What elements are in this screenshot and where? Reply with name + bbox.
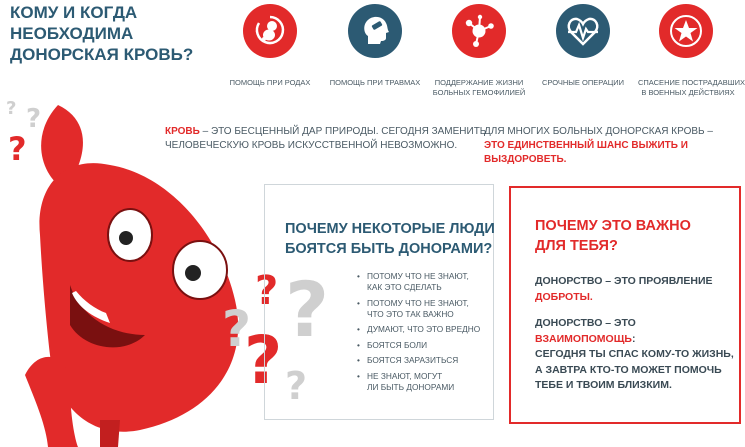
question-mark-icon: ? xyxy=(222,300,252,358)
why-paragraph-1: ДОНОРСТВО – ЭТО ПРОЯВЛЕНИЕ ДОБРОТЫ. xyxy=(535,275,713,303)
intro-left-rest: – ЭТО БЕСЦЕННЫЙ ДАР ПРИРОДЫ. СЕГОДНЯ ЗАМЕНИТЬ xyxy=(199,126,487,137)
operations-circle xyxy=(556,4,610,58)
childbirth-circle xyxy=(243,4,297,58)
icon-caption: СРОЧНЫЕ ОПЕРАЦИИ xyxy=(541,78,625,87)
list-item: • НЕ ЗНАЮТ, МОГУТ ЛИ БЫТЬ ДОНОРАМИ xyxy=(357,371,480,393)
intro-right xyxy=(484,125,745,167)
question-mark-icon: ? xyxy=(6,98,17,119)
list-item: • ПОТОМУ ЧТО НЕ ЗНАЮТ, ЧТО ЭТО ТАК ВАЖНО xyxy=(357,298,480,320)
fear-box xyxy=(264,184,494,420)
question-mark-icon: ? xyxy=(285,265,330,354)
intro-left-red: КРОВЬ xyxy=(165,126,200,137)
why-heading: ПОЧЕМУ ЭТО ВАЖНО ДЛЯ ТЕБЯ? xyxy=(535,218,691,254)
fear-heading: ПОЧЕМУ НЕКОТОРЫЕ ЛЮДИ БОЯТСЯ БЫТЬ ДОНОРАМИ? xyxy=(285,221,495,257)
list-item: • БОЯТСЯ БОЛИ xyxy=(357,340,480,351)
title-line: ДОНОРСКАЯ КРОВЬ? xyxy=(10,45,194,64)
heart-pulse-icon xyxy=(566,14,600,48)
intro-left xyxy=(165,125,486,153)
icon-caption: ПОДДЕРЖАНИЕ ЖИЗНИ БОЛЬНЫХ ГЕМОФИЛИЕЙ xyxy=(432,78,526,97)
rescue-circle xyxy=(659,4,713,58)
list-item: • ДУМАЮТ, ЧТО ЭТО ВРЕДНО xyxy=(357,324,480,335)
icon-caption: ПОМОЩЬ ПРИ ТРАВМАХ xyxy=(329,78,421,87)
star-icon xyxy=(669,14,703,48)
list-item: • БОЯТСЯ ЗАРАЗИТЬСЯ xyxy=(357,355,480,366)
icon-caption: СПАСЕНИЕ ПОСТРАДАВШИХ В ВОЕННЫХ ДЕЙСТВИЯХ xyxy=(638,78,745,97)
intro-right-line2: ЭТО ЕДИНСТВЕННЫЙ ШАНС ВЫЖИТЬ И ВЫЗДОРОВЕТЬ. xyxy=(484,140,688,165)
molecule-icon xyxy=(462,14,496,48)
icon-caption: ПОМОЩЬ ПРИ РОДАХ xyxy=(229,78,311,87)
title-line: КОМУ И КОГДА xyxy=(10,3,138,22)
question-mark-icon: ? xyxy=(255,268,279,314)
trauma-circle xyxy=(348,4,402,58)
fear-list xyxy=(357,271,480,397)
question-mark-icon: ? xyxy=(244,322,283,399)
hemophilia-circle xyxy=(452,4,506,58)
page-title xyxy=(10,2,230,65)
question-mark-icon: ? xyxy=(285,364,308,408)
why-box xyxy=(509,186,741,424)
why-paragraph-2: ДОНОРСТВО – ЭТО ВЗАИМОПОМОЩЬ: СЕГОДНЯ ТЫ СПАС КОМУ-ТО ЖИЗНЬ, А ЗАВТРА КТО-ТО МОЖЕТ ПОМОЧЬ ТЕБЕ И ТВОИМ БЛИЗКИМ. xyxy=(535,317,734,391)
intro-right-line1: ДЛЯ МНОГИХ БОЛЬНЫХ ДОНОРСКАЯ КРОВЬ – xyxy=(484,126,713,137)
list-item: • ПОТОМУ ЧТО НЕ ЗНАЮТ, КАК ЭТО СДЕЛАТЬ xyxy=(357,271,480,293)
question-mark-icon: ? xyxy=(8,130,27,168)
baby-icon xyxy=(253,14,287,48)
title-line: НЕОБХОДИМА xyxy=(10,24,134,43)
injured-head-icon xyxy=(358,14,392,48)
question-mark-icon: ? xyxy=(26,104,42,134)
intro-left-line2: ЧЕЛОВЕЧЕСКУЮ КРОВЬ ИСКУССТВЕННОЙ НЕВОЗМОЖНО. xyxy=(165,140,458,151)
